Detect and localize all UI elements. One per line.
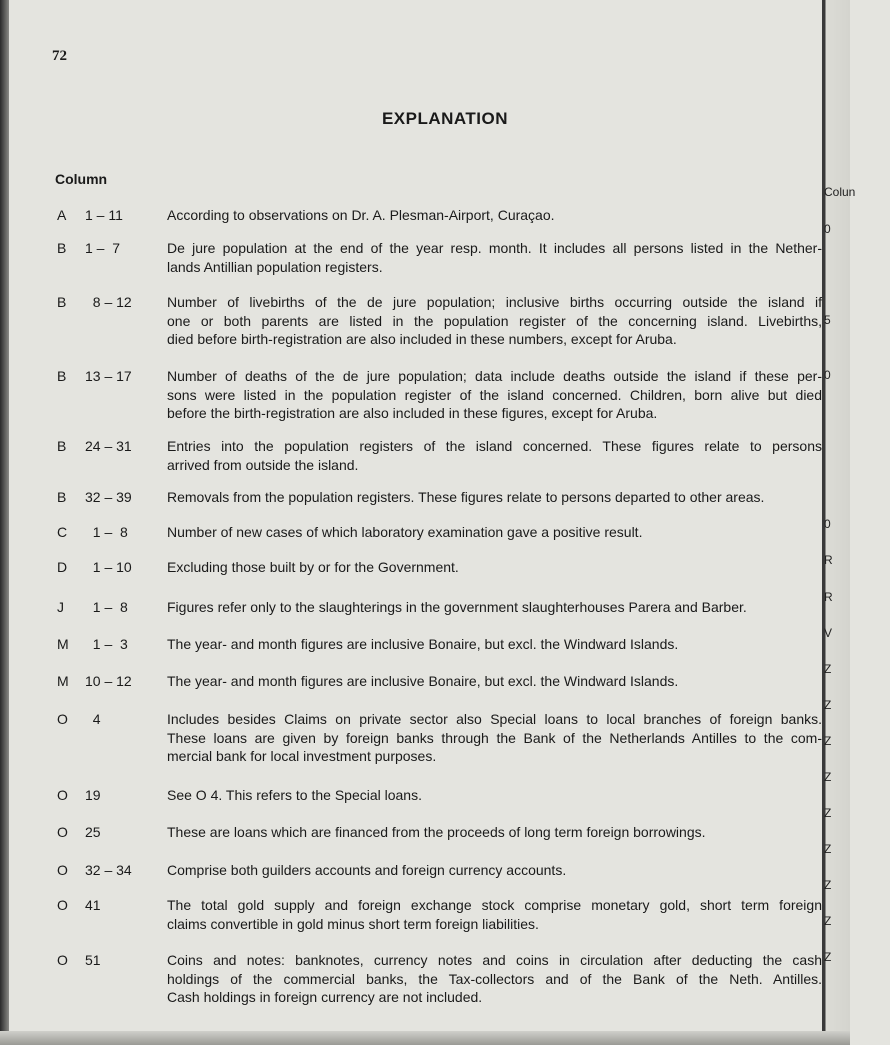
- column-letter: J: [57, 599, 64, 615]
- entry-description: [167, 710, 822, 766]
- column-range: 8 – 12: [85, 294, 132, 310]
- description-line: Number of deaths of the de jure population; data include deaths outside the island if these per-: [167, 368, 822, 384]
- entry-description: [167, 635, 822, 654]
- next-page-fragment: Z: [824, 914, 832, 928]
- column-letter: B: [57, 489, 67, 505]
- entry-description: [167, 523, 822, 542]
- entry-description: [167, 861, 822, 880]
- next-page-fragment: R: [824, 590, 833, 604]
- column-range: 1 – 8: [85, 599, 128, 615]
- description-line: one or both parents are listed in the population register of the concerning island. Livebirths,: [167, 312, 822, 329]
- column-letter: D: [57, 559, 68, 575]
- next-page-fragment: Z: [824, 734, 832, 748]
- column-letter: A: [57, 207, 67, 223]
- column-range: 41: [85, 897, 101, 913]
- page-number: 72: [52, 48, 67, 64]
- column-range: 13 – 17: [85, 368, 132, 384]
- description-line: lands Antillian population registers.: [167, 258, 383, 275]
- column-range: 32 – 34: [85, 862, 132, 878]
- entry-description: [167, 598, 822, 617]
- column-letter: M: [57, 636, 69, 652]
- next-page-fragment: 5: [824, 313, 831, 327]
- column-letter: B: [57, 240, 67, 256]
- next-page-fragment: Z: [824, 662, 832, 676]
- entry-description: [167, 367, 822, 423]
- description-line: Entries into the population registers of the island concerned. These figures relate to persons: [167, 438, 822, 454]
- column-range: 24 – 31: [85, 438, 132, 454]
- column-letter: O: [57, 824, 68, 840]
- column-range: 1 – 10: [85, 559, 132, 575]
- entry-description: [167, 786, 822, 805]
- column-range: 4: [85, 711, 101, 727]
- column-letter: B: [57, 368, 67, 384]
- entry-description: [167, 558, 822, 577]
- entry-description: [167, 206, 822, 225]
- description-line: Cash holdings in foreign currency are not included.: [167, 989, 483, 1005]
- entry-description: [167, 823, 822, 842]
- column-letter: O: [57, 787, 68, 803]
- column-letter: B: [57, 438, 67, 454]
- column-range: 19: [85, 787, 101, 803]
- next-page-fragment: Colun: [824, 185, 856, 199]
- column-range: 10 – 12: [85, 673, 132, 689]
- next-page-fragment: 0: [824, 368, 831, 382]
- next-page-fragment: Z: [824, 950, 832, 964]
- entry-description: [167, 951, 822, 1007]
- column-letter: O: [57, 711, 68, 727]
- column-letter: M: [57, 673, 69, 689]
- column-range: 25: [85, 824, 101, 840]
- description-line: before the birth-registration are also included in these figures, except for Aruba.: [167, 405, 658, 421]
- description-line: De jure population at the end of the year resp. month. It includes all persons listed in the Nether-: [167, 240, 822, 256]
- description-line: These loans are given by foreign banks through the Bank of the Netherlands Antilles to the com-: [167, 729, 822, 746]
- description-line: The year- and month figures are inclusive Bonaire, but excl. the Windward Islands.: [167, 673, 679, 689]
- description-line: Removals from the population registers. These figures relate to persons departed to other areas.: [167, 489, 765, 505]
- entry-description: [167, 437, 822, 474]
- page-title: EXPLANATION: [381, 109, 509, 128]
- description-line: arrived from outside the island.: [167, 456, 359, 473]
- column-letter: B: [57, 294, 67, 310]
- next-page-edge: [822, 0, 856, 1045]
- description-line: mercial bank for local investment purposes.: [167, 748, 437, 764]
- column-range: 1 – 11: [85, 207, 123, 223]
- entry-description: [167, 488, 822, 507]
- next-page-fragment: R: [824, 553, 833, 567]
- next-page-fragment: Z: [824, 698, 832, 712]
- description-line: sons were listed in the population register of the island concerned. Children, born alive but died: [167, 386, 822, 403]
- next-page-fragment: 0: [824, 222, 831, 236]
- next-page-fragment: Z: [824, 770, 832, 784]
- next-page-fragment: Z: [824, 878, 832, 892]
- description-line: These are loans which are financed from the proceeds of long term foreign borrowings.: [167, 824, 706, 840]
- book-spine-edge: [0, 0, 9, 1045]
- column-letter: O: [57, 897, 68, 913]
- entry-description: [167, 239, 822, 276]
- next-page-fragment: Z: [824, 806, 832, 820]
- description-line: Comprise both guilders accounts and foreign currency accounts.: [167, 862, 567, 878]
- entry-description: [167, 896, 822, 933]
- column-range: 1 – 3: [85, 636, 128, 652]
- description-line: Number of livebirths of the de jure population; inclusive births occurring outside the island if: [167, 294, 822, 310]
- next-page-fragment: Z: [824, 842, 832, 856]
- description-line: Figures refer only to the slaughterings in the government slaughterhouses Parera and Barber.: [167, 599, 747, 615]
- column-range: 1 – 7: [85, 240, 121, 256]
- description-line: holdings of the commercial banks, the Tax-collectors and of the Bank of the Neth. Antilles.: [167, 970, 822, 987]
- entry-description: [167, 672, 822, 691]
- column-range: 51: [85, 952, 101, 968]
- next-page-fragment: V: [824, 626, 833, 640]
- description-line: Includes besides Claims on private sector also Special loans to local branches of foreign banks.: [167, 711, 822, 727]
- description-line: The total gold supply and foreign exchange stock comprise monetary gold, short term foreign: [167, 897, 822, 913]
- description-line: See O 4. This refers to the Special loans.: [167, 787, 422, 803]
- column-letter: O: [57, 862, 68, 878]
- entry-description: [167, 293, 822, 349]
- description-line: claims convertible in gold minus short term foreign liabilities.: [167, 915, 539, 932]
- column-range: 1 – 8: [85, 524, 128, 540]
- description-line: Number of new cases of which laboratory examination gave a positive result.: [167, 524, 643, 540]
- column-header: Column: [55, 171, 108, 187]
- column-range: 32 – 39: [85, 489, 132, 505]
- column-letter: C: [57, 524, 68, 540]
- page-bottom-edge: [0, 1031, 850, 1045]
- column-letter: O: [57, 952, 68, 968]
- description-line: Excluding those built by or for the Government.: [167, 559, 459, 575]
- description-line: The year- and month figures are inclusive Bonaire, but excl. the Windward Islands.: [167, 636, 679, 652]
- description-line: died before birth-registration are also included in these numbers, except for Aruba.: [167, 331, 677, 347]
- description-line: According to observations on Dr. A. Plesman-Airport, Curaçao.: [167, 207, 555, 223]
- next-page-fragment: 0: [824, 517, 831, 531]
- description-line: Coins and notes: banknotes, currency notes and coins in circulation after deducting the cash: [167, 952, 822, 968]
